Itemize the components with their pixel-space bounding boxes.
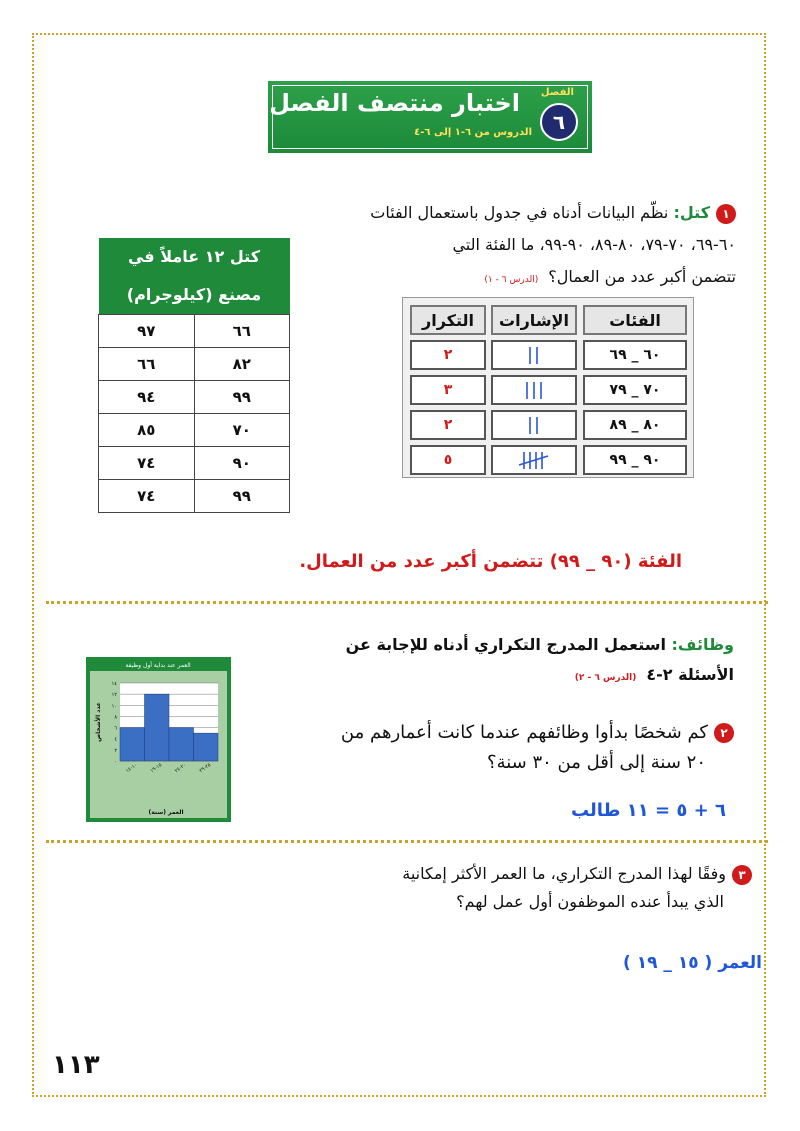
table-cell: ٩٤ <box>99 381 195 414</box>
tally-cell <box>491 410 577 440</box>
table-cell: ٩٩ <box>194 480 289 513</box>
table-cell: ٦٦ <box>194 315 289 348</box>
table-cell: ٨٥ <box>99 414 195 447</box>
page-title: اختبار منتصف الفصل <box>269 89 520 117</box>
x-tick-label: ١٠-١٤ <box>124 762 139 775</box>
question-number-badge: ٣ <box>732 865 752 885</box>
section-keyword: وظائف: <box>671 635 734 654</box>
y-tick-label: ٠ <box>114 759 117 765</box>
table-row <box>99 414 290 447</box>
chapter-label: الفصل <box>540 87 574 98</box>
jobs-intro-line-1 <box>294 630 734 660</box>
y-tick-label: ١٢ <box>111 692 117 699</box>
frequency-table <box>402 297 694 478</box>
header-frequency: التكرار <box>410 305 486 335</box>
tally-marks-2 <box>514 414 554 436</box>
tally-marks-5 <box>514 449 554 471</box>
table-cell: ٧٤ <box>99 480 195 513</box>
y-tick-label: ٦ <box>114 725 117 732</box>
lesson-reference: (الدرس ٦ - ٢) <box>574 673 637 683</box>
frequency-cell: ٢ <box>410 410 486 440</box>
question-text: نظّم البيانات أدناه في جدول باستعمال الفئات <box>370 203 669 222</box>
class-cell: ٦٠ _ ٦٩ <box>583 340 687 370</box>
source-data-table <box>98 238 290 513</box>
frequency-cell: ٢ <box>410 340 486 370</box>
table-header <box>99 276 290 315</box>
jobs-intro-line-2 <box>294 660 734 693</box>
question-2-line-1 <box>294 718 734 748</box>
histogram-bar <box>194 733 219 761</box>
histogram-bar <box>169 728 194 761</box>
frequency-cell: ٥ <box>410 445 486 475</box>
x-tick-label: ٢٠-٢٤ <box>173 762 188 775</box>
x-tick-label: ٢٥-٢٩ <box>198 762 213 775</box>
chart-title: العمر عند بداية أول وظيفة <box>125 662 191 669</box>
table-cell: ٩٩ <box>194 381 289 414</box>
y-tick-label: ٤ <box>114 736 117 743</box>
table-cell: ٧٤ <box>99 447 195 480</box>
table-cell: ٧٠ <box>194 414 289 447</box>
y-axis-label: عدد الأشخاص <box>95 702 102 742</box>
y-tick-label: ٢ <box>114 747 117 754</box>
question-text: ٦٠-٦٩، ٧٠-٧٩، ٨٠-٨٩، ٩٠-٩٩، ما الفئة التي <box>452 235 736 254</box>
section-divider <box>46 601 768 604</box>
table-row <box>99 447 290 480</box>
table-cell: ٩٠ <box>194 447 289 480</box>
table-header <box>99 238 290 276</box>
header-tallies: الإشارات <box>491 305 577 335</box>
question-number-badge: ١ <box>716 204 736 224</box>
question-text: ٢٠ سنة إلى أقل من ٣٠ سنة؟ <box>487 752 706 773</box>
table-row <box>99 348 290 381</box>
chapter-number-badge: ٦ <box>540 103 578 141</box>
histogram-bar <box>145 694 170 761</box>
answer-3: العمر ( ١٥ _ ١٩ ) <box>623 953 762 973</box>
question-text: الذي يبدأ عنده الموظفون أول عمل لهم؟ <box>456 892 724 911</box>
question-keyword: كتل: <box>673 203 710 222</box>
section-divider <box>46 840 768 843</box>
header-classes: الفئات <box>583 305 687 335</box>
x-tick-label: ١٥-١٩ <box>149 762 164 775</box>
age-histogram <box>86 657 231 822</box>
class-cell: ٨٠ _ ٨٩ <box>583 410 687 440</box>
question-2 <box>294 718 734 778</box>
question-1 <box>306 197 736 296</box>
answer-1: الفئة (٩٠ _ ٩٩) تتضمن أكبر عدد من العمال. <box>299 551 682 572</box>
answer-2: ٦ + ٥ = ١١ طالب <box>570 800 726 821</box>
page-subtitle: الدروس من ٦-١ إلى ٦-٤ <box>414 127 532 138</box>
section-text: الأسئلة ٢-٤ <box>646 665 734 684</box>
tally-marks-3 <box>514 379 554 401</box>
histogram-bar <box>120 728 145 761</box>
tally-cell <box>491 340 577 370</box>
question-1-line-3 <box>306 261 736 296</box>
class-cell: ٧٠ _ ٧٩ <box>583 375 687 405</box>
frequency-cell: ٣ <box>410 375 486 405</box>
question-3-line-1 <box>312 860 752 888</box>
section-text: استعمل المدرج التكراري أدناه للإجابة عن <box>345 635 666 654</box>
table-row <box>99 315 290 348</box>
table-cell: ٩٧ <box>99 315 195 348</box>
jobs-section-intro <box>294 630 734 693</box>
table-row <box>99 480 290 513</box>
chapter-banner <box>268 81 592 153</box>
question-1-line-1 <box>306 197 736 229</box>
tally-cell <box>491 375 577 405</box>
question-text: كم شخصًا بدأوا وظائفهم عندما كانت أعمارهم من <box>340 722 708 743</box>
page-number: ١١٣ <box>52 1050 100 1080</box>
tally-marks-2 <box>514 344 554 366</box>
y-tick-label: ١٤ <box>111 681 117 687</box>
table-header-cell: مصنع (كيلوجرام) <box>99 276 290 315</box>
y-tick-label: ٨ <box>114 714 117 721</box>
class-cell: ٩٠ _ ٩٩ <box>583 445 687 475</box>
tally-cell <box>491 445 577 475</box>
question-text: وفقًا لهذا المدرج التكراري، ما العمر الأكثر إمكانية <box>402 864 726 883</box>
y-tick-label: ١٠ <box>111 703 117 710</box>
table-header-cell: كتل ١٢ عاملاً في <box>99 238 290 276</box>
question-number-badge: ٢ <box>714 723 734 743</box>
table-row <box>99 381 290 414</box>
table-cell: ٨٢ <box>194 348 289 381</box>
question-text: تتضمن أكبر عدد من العمال؟ <box>548 267 736 286</box>
table-cell: ٦٦ <box>99 348 195 381</box>
question-3 <box>312 860 752 916</box>
lesson-reference: (الدرس ٦ - ١) <box>484 275 539 285</box>
x-axis-label: العمر (سنة) <box>148 809 184 816</box>
